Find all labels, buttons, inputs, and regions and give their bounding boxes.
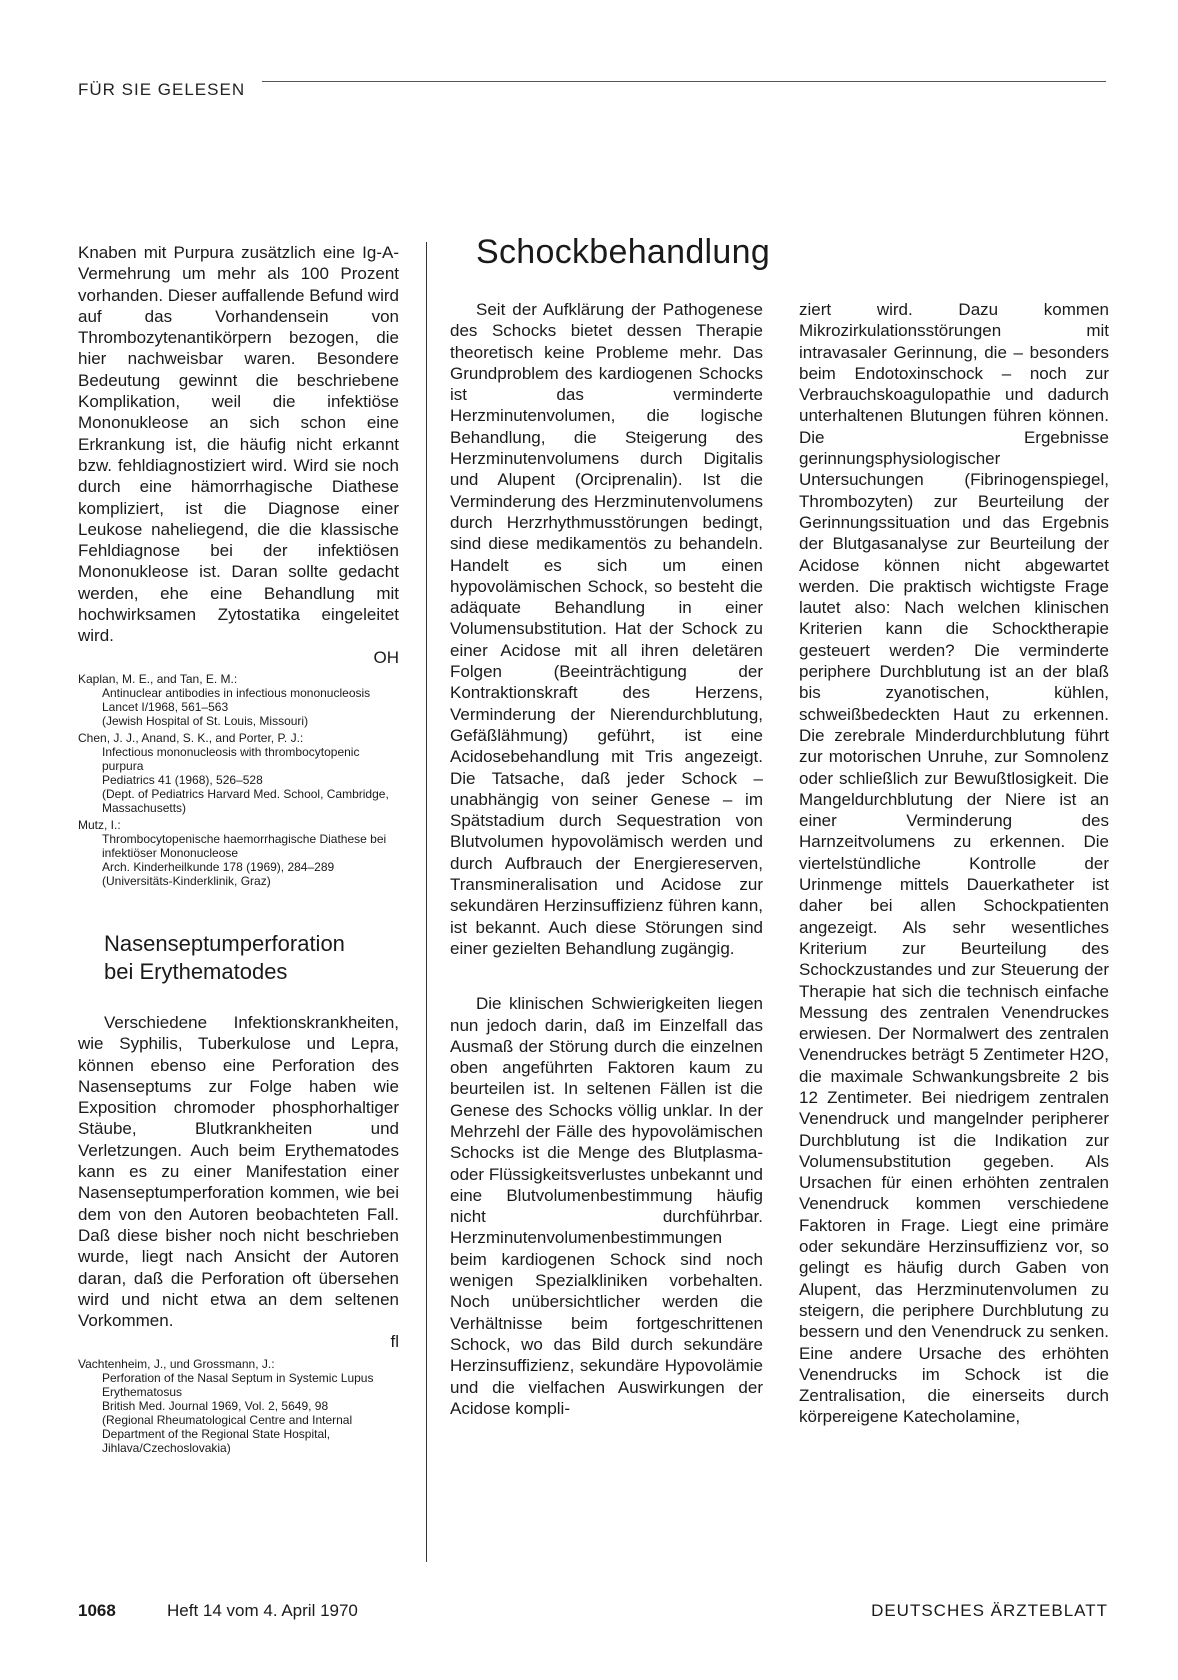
article-title-schockbehandlung: Schockbehandlung [476,233,771,271]
page-number: 1068 [78,1601,116,1620]
journal-name: DEUTSCHES ÄRZTEBLATT [871,1601,1108,1620]
reference-author: Mutz, I.: [78,817,121,832]
article-title-line1: Nasenseptumperforation [104,930,345,956]
article-title-nasenseptum [104,930,399,986]
reference-source: Pediatrics 41 (1968), 526–528 [102,772,263,787]
article-paragraph: Seit der Aufklärung der Pathogenese des Schocks bietet dessen Therapie theoretisch keine Probleme mehr. Das Grundproblem des kardiogenen Schocks ist das verminderte Herzminutenvolumen, die logische Behandlung, die Steigerung des Herzminutenvolumens durch Digitalis und Alupent (Orciprenalin). Ist die Verminderung des Herzminutenvolumens durch Herzrhythmusstörungen bedingt, sind diese medikamentös zu behandeln. Handelt es sich um einen hypovolämischen Schock, so besteht die adäquate Behandlung in einer Volumensubstitution. Hat der Schock zu einer Acidose mit all ihren deletären Folgen (Beeinträchtigung der Kontraktionskraft des Herzens, Verminderung der Nierendurchblutung, Gefäßlähmung) geführt, ist eine Acidosebehandlung mit Tris angezeigt. Die Tatsache, daß jeder Schock – unabhängig von seiner Genese – im Spätstadium durch Sequestration von Blutvolumen hypovolämisch werden und durch Aufbrauch der Energiereserven, Transmineralisation und Acidose zur sekundären Herzinsuffizienz führen kann, ist bekannt. Auch diese Störungen sind einer gezielten Behandlung zugängig. [450,300,763,958]
reference-source: Arch. Kinderheilkunde 178 (1969), 284–289 [102,859,335,874]
reference-author: Vachtenheim, J., und Grossmann, J.: [78,1356,275,1371]
left-column [78,242,399,1458]
reference-source: British Med. Journal 1969, Vol. 2, 5649, 98 [102,1398,329,1413]
reference-institution: (Universitäts-Kinderklinik, Graz) [102,873,271,888]
references-list [78,1357,399,1455]
reference-author: Kaplan, M. E., and Tan, E. M.: [78,671,238,686]
header-rule [262,81,1106,82]
reference-institution: (Regional Rheumatological Centre and Internal Department of the Regional State Hospital, Jihlava/Czechoslovakia) [102,1412,353,1455]
reference-item [78,672,399,728]
reference-item [78,731,399,815]
reference-source: Lancet I/1968, 561–563 [102,699,229,714]
reference-institution: (Jewish Hospital of St. Louis, Missouri) [102,713,309,728]
right-column [799,299,1109,1428]
article-body: Verschiedene Infektionskrankheiten, wie Syphilis, Tuberkulose und Lepra, können ebenso eine Perforation des Nasenseptums zur Folge haben wie Exposition chromoder phosphorhaltiger Stäube, Blutkrankheiten und Verletzungen. Auch beim Erythematodes kann es zu einer Manifestation einer Nasenseptumperforation kommen, wie bei dem von den Autoren beobachteten Fall. Daß diese bisher noch nicht beschrieben wurde, liegt nach Ansicht der Autoren daran, daß die Perforation oft übersehen wird und nicht etwa an dem seltenen Vorkommen. [78,1012,399,1331]
column-divider [426,242,427,1562]
article-signature: fl [390,1332,399,1352]
reference-item [78,818,399,888]
section-label: FÜR SIE GELESEN [78,80,246,99]
intro-paragraph: Knaben mit Purpura zusätzlich eine Ig-A-Vermehrung um mehr als 100 Prozent vorhanden. Dieser auffallende Befund wird auf das Vorhandensein von Thrombozytenantikörpern bezogen, die hier nachweisbar waren. Besondere Bedeutung gewinnt die beschriebene Komplikation, weil die infektiöse Mononukleose an sich schon eine Erkrankung ist, die häufig nicht erkannt bzw. fehldiagnostiziert wird. Wird sie noch durch eine hämorrhagische Diathese kompliziert, ist die Diagnose einer Leukose naheliegend, die die klassische Fehldiagnose bei der infektiösen Mononukleose ist. Daran sollte gedacht werden, ehe eine Behandlung mit hochwirksamen Zytostatika eingeleitet wird. [78,243,400,646]
references-list [78,672,399,888]
article-paragraph: ziert wird. Dazu kommen Mikrozirkulationsstörungen mit intravasaler Gerinnung, die – besonders beim Endotoxinschock – noch zur Verbrauchskoagulopathie und dadurch unterhaltenen Blutungen führen können. Die Ergebnisse gerinnungsphysiologischer Untersuchungen (Fibrinogenspiegel, Thrombozyten) zur Beurteilung der Gerinnungssituation und das Ergebnis der Blutgasanalyse zur Beurteilung der Acidose können nicht abgewartet werden. Die praktisch wichtigste Frage lautet also: Nach welchen klinischen Kriterien kann die Schocktherapie gesteuert werden? Die verminderte periphere Durchblutung ist an der blaß bis zyanotischen, kühlen, schweißbedeckten Haut zu erkennen. Die zerebrale Minderdurchblutung führt zur motorischen Unruhe, zur Somnolenz oder schließlich zur Bewußtlosigkeit. Die Mangeldurchblutung der Niere ist an einer Verminderung des Harnzeitvolumens zu erkennen. Die viertelstündliche Kontrolle der Urinmenge mittels Dauerkatheter ist daher bei allen Schockpatienten angezeigt. Als sehr wesentliches Kriterium zur Beurteilung des Schockzustandes und zur Steuerung der Therapie hat sich die technisch einfache Messung des zentralen Venendruckes erwiesen. Der Normalwert des zentralen Venendruckes beträgt 5 Zentimeter H2O, die maximale Schwankungsbreite 2 bis 12 Zentimeter. Bei niedrigem zentralen Venendruck und mangelnder peripherer Durchblutung ist die Indikation zur Volumensubstitution gegeben. Als Ursachen für einen erhöhten zentralen Venendruck kommen verschiedene Faktoren in Frage. Liegt eine primäre oder sekundäre Herzinsuffizienz vor, so gelingt es häufig durch Gaben von Alupent, das Herzminutenvolumen zu steigern, die periphere Durchblutung zu bessern und den Venendruck zu senken. Eine andere Ursache des erhöhten Venendrucks im Schock ist die Zentralisation, die einerseits durch körpereigene Katecholamine, [799,300,1109,1427]
reference-author: Chen, J. J., Anand, S. K., and Porter, P. J.: [78,730,304,745]
middle-column [450,299,763,1419]
reference-title: Antinuclear antibodies in infectious mononucleosis [102,685,371,700]
intro-signature: OH [373,647,399,667]
reference-title: Thrombocytopenische haemorrhagische Diathese bei infektiöser Mononucleose [102,831,387,860]
reference-title: Infectious mononucleosis with thrombocytopenic purpura [102,744,360,773]
reference-title: Perforation of the Nasal Septum in Systemic Lupus Erythematosus [102,1370,374,1399]
reference-item [78,1357,399,1455]
issue-info: Heft 14 vom 4. April 1970 [167,1601,358,1620]
article-paragraph: Die klinischen Schwierigkeiten liegen nun jedoch darin, daß im Einzelfall das Ausmaß der Störung durch die einzelnen oben angeführten Faktoren kaum zu beurteilen ist. In seltenen Fällen ist die Genese des Schocks völlig unklar. In der Mehrzehl der Fälle des hypovolämischen Schocks ist die Menge des Blutplasma- oder Flüssigkeitsverlustes unbekannt und eine Blutvolumenbestimmung häufig nicht durchführbar. Herzminutenvolumenbestimmungen beim kardiogenen Schock sind noch wenigen Spezialkliniken vorbehalten. Noch unübersichtlicher werden die Verhältnisse beim fortgeschrittenen Schock, wo das Bild durch sekundäre Herzinsuffizienz, sekundäre Hypovolämie und die vielfachen Auswirkungen der Acidose kompli- [450,994,763,1418]
reference-institution: (Dept. of Pediatrics Harvard Med. School, Cambridge, Massachusetts) [102,786,389,815]
article-title-line2: bei Erythematodes [104,958,288,984]
